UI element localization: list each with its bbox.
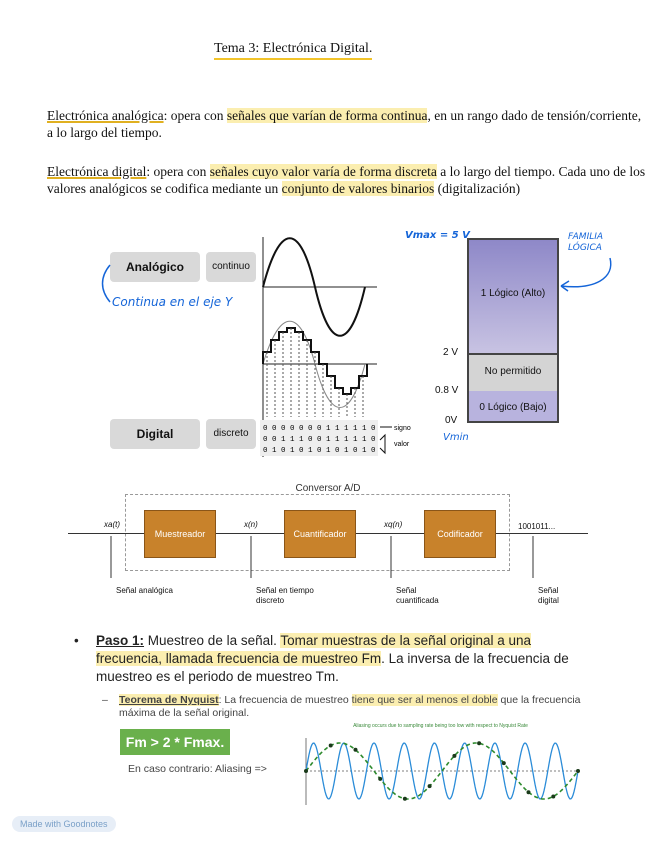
- formula-box: Fm > 2 * Fmax.: [120, 729, 230, 755]
- pointer-lines: [68, 534, 588, 580]
- block-encoder: Codificador: [424, 510, 496, 558]
- aliasing-svg: [298, 733, 583, 808]
- dash: –: [102, 694, 108, 706]
- block-sampler: Muestreador: [144, 510, 216, 558]
- highlight: tiene que ser al menos el doble: [351, 694, 498, 706]
- sample-point: [354, 748, 358, 752]
- valor-label: valor: [394, 441, 410, 448]
- nyquist-term: Teorema de Nyquist: [119, 694, 219, 706]
- nyquist-text: [119, 694, 581, 720]
- sample-point: [452, 754, 456, 758]
- family-label: FAMILIA LÓGICA: [568, 232, 604, 253]
- sample-point: [329, 744, 333, 748]
- sample-point: [551, 795, 555, 799]
- highlight: Tomar muestras de la señal original a una frecuencia, llamada frecuencia de muestreo Fm: [96, 633, 532, 666]
- handwritten-note: Continua en el eje Y: [112, 295, 233, 309]
- text: Muestreo de la señal.: [144, 633, 281, 648]
- sample-point: [502, 761, 506, 765]
- v08-label: 0.8 V: [435, 385, 459, 396]
- adc-title: Conversor A/D: [295, 483, 361, 494]
- step1-label: Paso 1:: [96, 633, 145, 648]
- text: : opera con: [163, 108, 227, 123]
- signo-label: signo: [394, 425, 411, 432]
- paragraph-analog: [47, 107, 647, 141]
- step1-text: [96, 632, 580, 686]
- lbl-discrete: Señal en tiempo discreto: [256, 586, 314, 605]
- lbl-digital: Señal digital: [538, 586, 559, 605]
- v0-label: 0V: [445, 415, 458, 426]
- highlight: señales cuyo valor varía de forma discreta: [209, 164, 437, 179]
- analog-label: Analógico: [110, 252, 200, 282]
- bits-row-1: 0 0 0 0 0 0 0 1 1 1 1 1 0: [263, 425, 376, 433]
- aliasing-text: En caso contrario: Aliasing =>: [128, 763, 267, 775]
- lbl-quantized: Señal cuantificada: [396, 586, 439, 605]
- bullet: •: [74, 633, 79, 648]
- paragraph-digital: [47, 163, 647, 197]
- sample-point: [403, 797, 407, 801]
- page-title: Tema 3: Electrónica Digital.: [214, 41, 372, 60]
- sig-in: xa(t): [104, 520, 120, 529]
- text: (digitalización): [434, 181, 521, 196]
- text: : opera con: [146, 164, 210, 179]
- text: que la frecuencia máxima de la señal original.: [119, 694, 581, 719]
- vmax-label: Vmax = 5 V: [405, 230, 470, 241]
- sig-out: 1001011...: [518, 522, 556, 531]
- term-digital: Electrónica digital: [47, 164, 147, 179]
- bits-row-2: 0 0 1 1 1 0 0 1 1 1 1 1 0: [263, 436, 376, 444]
- aliasing-plot: [298, 723, 583, 808]
- figure-logic-levels: [405, 230, 635, 455]
- sample-point: [477, 741, 481, 745]
- vmin-label: Vmin: [443, 432, 469, 443]
- sample-point: [304, 769, 308, 773]
- level-low: 0 Lógico (Bajo): [479, 402, 547, 413]
- level-high: 1 Lógico (Alto): [480, 288, 546, 299]
- digital-tag: discreto: [206, 419, 256, 449]
- block-quantizer: Cuantificador: [284, 510, 356, 558]
- figure-analog-digital: [110, 232, 430, 462]
- bits-row-3: 0 1 0 1 0 1 0 1 0 1 0 1 0: [263, 447, 376, 455]
- family-arrow: [555, 248, 625, 298]
- text: : La frecuencia de muestreo: [218, 694, 352, 706]
- goodnotes-badge: Made with Goodnotes: [12, 816, 116, 832]
- sig-1: x(n): [244, 520, 258, 529]
- digital-label: Digital: [110, 419, 200, 449]
- lbl-analog: Señal analógica: [116, 586, 173, 595]
- text: , en un rango dado de tensión/corriente, a lo largo del tiempo.: [47, 108, 642, 140]
- highlight: señales que varían de forma continua: [226, 108, 428, 123]
- sample-point: [576, 769, 580, 773]
- sample-point: [378, 777, 382, 781]
- text: a lo largo del tiempo. Cada uno de los valores analógicos se codifica mediante un: [47, 164, 646, 196]
- sample-point: [428, 784, 432, 788]
- highlight: conjunto de valores binarios: [281, 181, 435, 196]
- analog-tag: continuo: [206, 252, 256, 282]
- level-forbidden: No permitido: [484, 366, 542, 377]
- figure-adc: [68, 480, 588, 610]
- plot-caption: Aliasing occurs due to sampling rate being too low with respect to Nyquist Rate: [353, 723, 528, 729]
- v2-label: 2 V: [443, 347, 459, 358]
- sample-point: [527, 790, 531, 794]
- text: . La inversa de la frecuencia de muestreo es el periodo de muestreo Tm.: [96, 651, 569, 684]
- sig-2: xq(n): [384, 520, 403, 529]
- term-analog: Electrónica analógica: [47, 108, 164, 123]
